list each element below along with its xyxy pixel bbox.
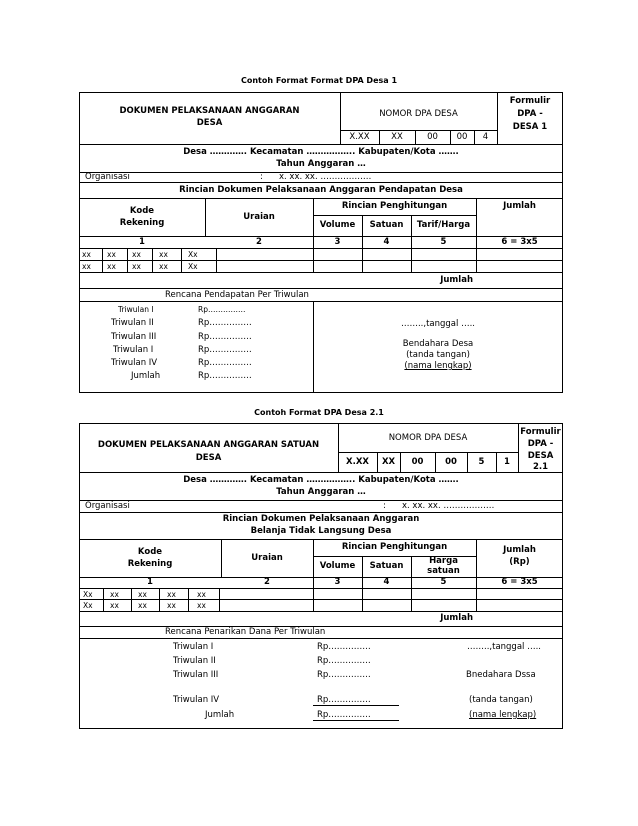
form2-triwulan-label: Triwulan III	[173, 670, 219, 680]
form2-org-colon: :	[383, 501, 386, 511]
form1-triwulan-label: Triwulan III	[111, 332, 157, 342]
form1-triwulan-label: Triwulan II	[111, 318, 154, 328]
form1-org-label: Organisasi	[85, 172, 130, 182]
form2-harga-satuan: satuan	[427, 566, 460, 576]
form2-rincian-l2: Belanja Tidak Langsung Desa	[250, 526, 392, 536]
form2-cell: xx	[138, 590, 147, 599]
form2-rincian-l1: Rincian Dokumen Pelaksanaan Anggaran	[222, 514, 420, 524]
form2-cell: Xx	[83, 590, 93, 599]
form2-num: 2	[264, 577, 270, 587]
form2-rencana: Rencana Penarikan Dana Per Triwulan	[165, 627, 326, 637]
form1-satuan: Satuan	[369, 220, 404, 230]
form2-formulir: Formulir	[520, 427, 561, 437]
form1-tanggal: ……..,tanggal …..	[400, 319, 475, 329]
form2-kode: Kode	[137, 547, 163, 557]
form2-code-cell: X.XX	[346, 457, 369, 467]
form1-triwulan-value: Rp……………	[198, 345, 252, 355]
form2-cell: xx	[167, 601, 176, 610]
form1-cell: xx	[159, 262, 168, 271]
form2-bendahara: Bnedahara Dssa	[466, 670, 536, 680]
form2-org-label: Organisasi	[85, 501, 130, 511]
form2-triwulan-value: Rp……………	[317, 670, 371, 680]
form2-tahun-line: Tahun Anggaran …	[276, 487, 366, 497]
form2-satuan: Satuan	[369, 561, 404, 571]
form2-nama: (nama lengkap)	[469, 710, 537, 720]
form1-triwulan-label: Triwulan IV	[111, 358, 158, 368]
form1-cell: xx	[107, 262, 116, 271]
form2-jumlah-rp: (Rp)	[509, 557, 530, 567]
form2-org-value: x. xx. xx. ………………	[402, 501, 495, 511]
form2-num: 5	[440, 577, 447, 587]
form1-rekening: Rekening	[119, 218, 165, 228]
form1-org-value: x. xx. xx. ………………	[279, 172, 372, 182]
form2-triwulan-value: Rp……………	[317, 710, 371, 720]
form1-code-cell: X.XX	[349, 132, 370, 142]
form1-uraian: Uraian	[243, 212, 275, 222]
form1-formulir: Formulir	[509, 96, 551, 106]
form2-doc-title-2: DESA	[195, 453, 222, 463]
form1-nama: (nama lengkap)	[404, 361, 472, 371]
form2-code-cell: 00	[411, 457, 424, 467]
form2-num: 6 = 3x5	[501, 577, 538, 587]
form2-jumlah: Jumlah	[503, 545, 536, 555]
form1-code-cell: 00	[427, 132, 438, 142]
form1-kode: Kode	[129, 206, 155, 216]
form2-code-cell: XX	[381, 457, 396, 467]
form2-frame	[79, 423, 563, 729]
form1-desa-line: Desa …………. Kecamatan …………….. Kabupaten/Kota …….	[183, 147, 459, 157]
form2-triwulan-value: Rp……………	[317, 642, 371, 652]
form1-rencana: Rencana Pendapatan Per Triwulan	[165, 290, 309, 300]
form1-num: 1	[139, 237, 145, 247]
form2-desa-line: Desa …………. Kecamatan …………….. Kabupaten/Kota …….	[183, 475, 459, 485]
form1-tahun-line: Tahun Anggaran …	[276, 159, 366, 169]
form2-code-cell: 5	[478, 457, 485, 467]
form2-triwulan-label: Triwulan IV	[173, 695, 220, 705]
form1-jumlah-head: Jumlah	[503, 201, 536, 211]
form2-triwulan-label: Jumlah	[205, 710, 235, 720]
form2-formulir-4: 2.1	[532, 462, 549, 472]
form1-code-cell: XX	[391, 132, 403, 142]
form1-cell: Xx	[188, 262, 198, 271]
form2-cell: Xx	[83, 601, 93, 610]
form2-cell: xx	[167, 590, 176, 599]
form2-tanda: (tanda tangan)	[469, 695, 533, 705]
form2-cell: xx	[110, 601, 119, 610]
form1-rincian-peng: Rincian Penghitungan	[341, 201, 448, 211]
form1-code-cell: 00	[456, 132, 468, 142]
form1-formulir-2: DPA -	[517, 109, 543, 119]
form1-doc-title-2: DESA	[196, 118, 223, 128]
form2-cell: xx	[138, 601, 147, 610]
form1-org-colon: :	[260, 172, 263, 182]
form1-cell: xx	[132, 262, 141, 271]
form2-cell: xx	[197, 601, 206, 610]
form2-nomor-label: NOMOR DPA DESA	[388, 433, 468, 443]
form1-volume: Volume	[319, 220, 356, 230]
form1-tanda: (tanda tangan)	[406, 350, 470, 360]
form1-cell: xx	[107, 250, 116, 259]
form1-triwulan-value: Rp……………	[198, 305, 246, 314]
form2-uraian: Uraian	[251, 553, 283, 563]
form1-tarif: Tarif/Harga	[416, 220, 471, 230]
form2-volume: Volume	[319, 561, 356, 571]
form1-num: 4	[383, 237, 390, 247]
form1-caption: Contoh Format Format DPA Desa 1	[240, 76, 398, 85]
form1-rincian-title: Rincian Dokumen Pelaksanaan Anggaran Pendapatan Desa	[179, 185, 463, 195]
form2-triwulan-label: Triwulan I	[173, 642, 214, 652]
form1-code-cell: 4	[482, 132, 489, 142]
form2-triwulan-value: Rp……………	[317, 656, 371, 666]
form1-cell: xx	[159, 250, 168, 259]
form1-nomor-label: NOMOR DPA DESA	[379, 109, 458, 119]
form1-formulir-3: DESA 1	[512, 122, 548, 132]
form1-triwulan-value: Rp……………	[198, 318, 252, 328]
form1-doc-title: DOKUMEN PELAKSANAAN ANGGARAN	[119, 106, 300, 116]
form2-tanggal: ……..,tanggal …..	[467, 642, 542, 652]
form1-cell: xx	[82, 250, 91, 259]
form1-num: 3	[334, 237, 341, 247]
form2-jumlah-row: Jumlah	[440, 613, 473, 623]
form2-triwulan-label: Triwulan II	[173, 656, 216, 666]
form1-triwulan-value: Rp……………	[198, 358, 252, 368]
form2-rekening: Rekening	[127, 559, 173, 569]
form1-cell: xx	[82, 262, 91, 271]
form1-num: 6 = 3x5	[501, 237, 538, 247]
form1-num: 2	[256, 237, 262, 247]
form2-cell: xx	[110, 590, 119, 599]
form1-jumlah-row: Jumlah	[440, 275, 473, 285]
form2-cell: xx	[197, 590, 206, 599]
form1-num: 5	[440, 237, 447, 247]
form1-cell: Xx	[188, 250, 198, 259]
form1-triwulan-value: Rp……………	[198, 332, 252, 342]
form2-num: 1	[147, 577, 153, 587]
form2-doc-title: DOKUMEN PELAKSANAAN ANGGARAN SATUAN	[97, 440, 320, 450]
form2-num: 3	[334, 577, 341, 587]
form1-triwulan-label: Triwulan I	[113, 345, 154, 355]
form2-code-cell: 00	[445, 457, 457, 467]
form2-caption: Contoh Format DPA Desa 2.1	[254, 408, 384, 417]
form2-triwulan-value: Rp……………	[317, 695, 371, 705]
form1-triwulan-value: Rp……………	[198, 371, 252, 381]
form1-triwulan-label: Triwulan I	[118, 305, 154, 314]
form2-code-cell: 1	[504, 457, 510, 467]
form2-harga: Harga	[429, 556, 458, 566]
form1-triwulan-label: Jumlah	[131, 371, 161, 381]
form2-formulir-2: DPA -	[527, 439, 554, 449]
form2-formulir-3: DESA	[527, 451, 554, 461]
form2-num: 4	[383, 577, 390, 587]
form1-bendahara: Bendahara Desa	[402, 339, 474, 349]
form1-cell: xx	[132, 250, 141, 259]
form2-rincian-peng: Rincian Penghitungan	[341, 542, 448, 552]
